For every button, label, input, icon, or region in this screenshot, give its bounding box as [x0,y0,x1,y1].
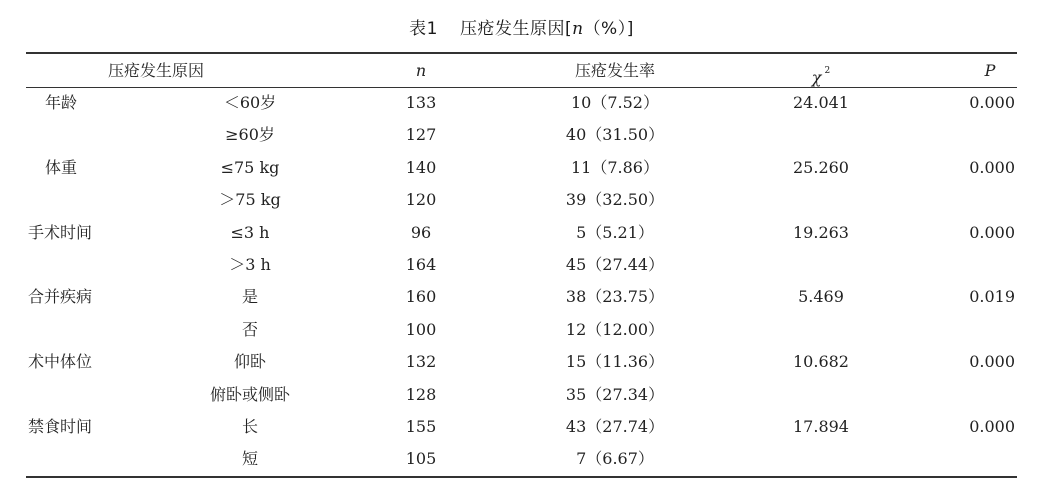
cell-p-value: 0.019 [969,287,1015,306]
cell-n: 160 [405,287,437,306]
cell-rate: 39（32.50） [565,190,665,209]
cell-p-value: 0.000 [969,417,1015,436]
cell-subgroup: ＞75 kg [219,190,281,209]
table-title-n: n [572,19,584,39]
cell-subgroup: 是 [241,287,258,306]
cell-subgroup: ＞3 h [229,255,271,274]
header-rate: 压疮发生率 [574,61,655,80]
header-n: n [415,61,427,80]
cell-p-value: 0.000 [969,93,1015,112]
table-bottom-rule [26,476,1017,478]
cell-chi-square: 17.894 [793,417,849,436]
cell-n: 100 [405,320,437,339]
cell-n: 96 [410,223,432,242]
cell-subgroup: 长 [241,417,258,436]
table-top-rule [26,52,1017,54]
table-caption [0,14,1043,39]
cell-subgroup: 短 [241,449,258,468]
header-p: P [984,61,996,80]
cell-chi-square: 10.682 [793,352,849,371]
table-number: 表1 [409,19,438,39]
header-factor: 压疮发生原因 [108,61,205,80]
cell-rate: 15（11.36） [565,352,665,371]
cell-chi-square: 5.469 [798,287,844,306]
cell-category: 手术时间 [28,223,93,242]
cell-subgroup: 否 [241,320,258,339]
cell-n: 155 [405,417,437,436]
cell-n: 132 [405,352,437,371]
cell-category: 体重 [45,158,78,177]
header-chi-symbol: χ [811,68,822,87]
cell-category: 年龄 [45,93,78,112]
cell-subgroup: 仰卧 [233,352,266,371]
cell-n: 128 [405,385,437,404]
cell-n: 127 [405,125,437,144]
cell-subgroup: ≥60岁 [225,125,275,144]
cell-rate: 43（27.74） [565,417,665,436]
cell-chi-square: 24.041 [793,93,849,112]
cell-chi-square: 25.260 [793,158,849,177]
cell-chi-square: 19.263 [793,223,849,242]
cell-category: 合并疾病 [28,287,93,306]
cell-rate: 11（7.86） [571,158,659,177]
cell-subgroup: ＜60岁 [223,93,277,112]
cell-n: 105 [405,449,437,468]
table-title: 压疮发生原因[ [459,19,573,39]
cell-p-value: 0.000 [969,158,1015,177]
cell-p-value: 0.000 [969,223,1015,242]
header-chi-square [721,61,921,88]
cell-rate: 12（12.00） [565,320,665,339]
cell-rate: 5（5.21） [576,223,654,242]
cell-category: 术中体位 [28,352,93,371]
cell-n: 164 [405,255,437,274]
cell-rate: 40（31.50） [565,125,665,144]
cell-subgroup: ≤3 h [230,223,270,242]
cell-subgroup: 俯卧或侧卧 [209,385,290,404]
cell-rate: 7（6.67） [576,449,654,468]
header-chi-superscript: 2 [824,66,831,76]
table-title-suffix: （%）] [583,19,634,39]
cell-rate: 38（23.75） [565,287,665,306]
cell-n: 120 [405,190,437,209]
cell-rate: 45（27.44） [565,255,665,274]
cell-rate: 35（27.34） [565,385,665,404]
cell-p-value: 0.000 [969,352,1015,371]
cell-category: 禁食时间 [28,417,93,436]
cell-subgroup: ≤75 kg [220,158,280,177]
cell-n: 133 [405,93,437,112]
cell-n: 140 [405,158,437,177]
cell-rate: 10（7.52） [571,93,659,112]
